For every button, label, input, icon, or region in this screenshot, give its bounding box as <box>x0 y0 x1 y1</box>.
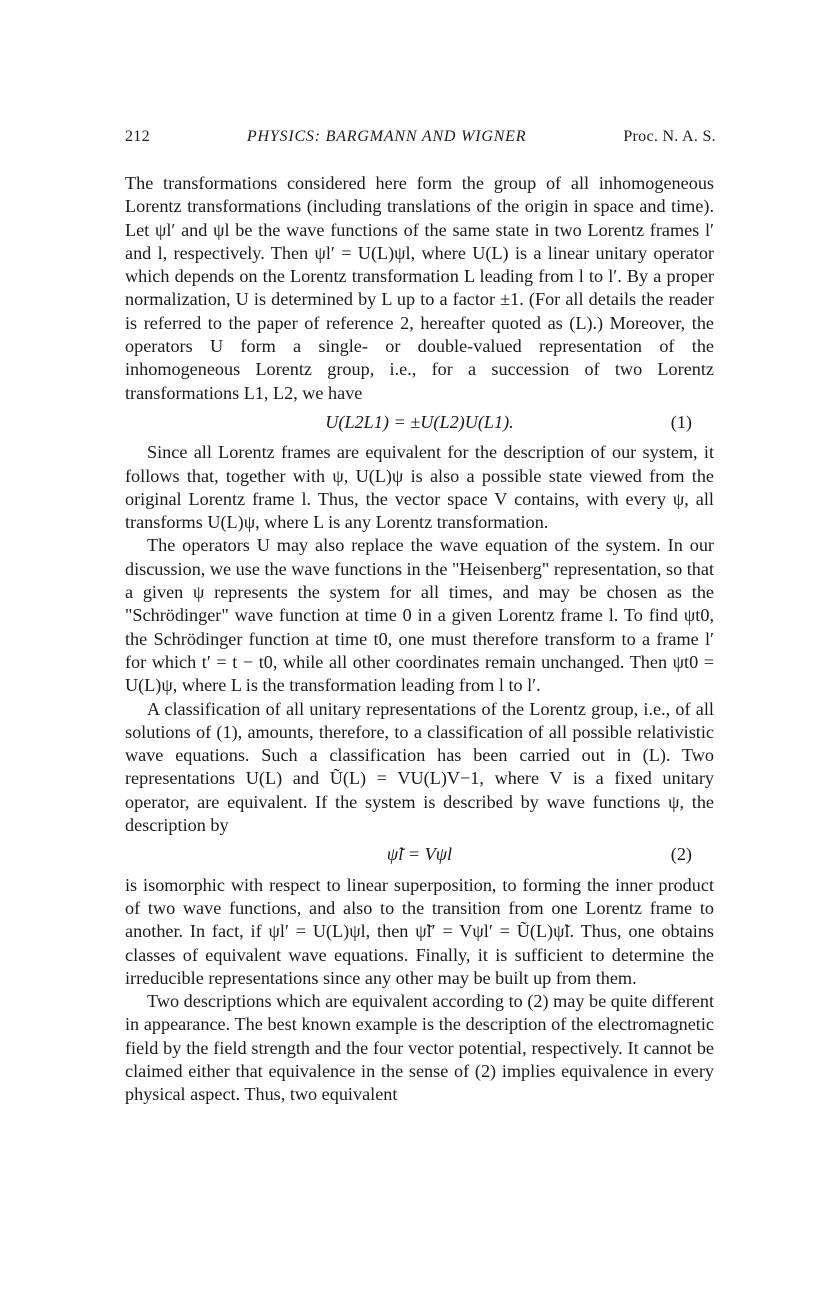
page-number: 212 <box>125 128 150 145</box>
equation-formula: U(L2L1) = ±U(L2)U(L1). <box>325 411 514 432</box>
paragraph: is isomorphic with respect to linear superposition, to forming the inner product of two wave functions, and also to the transition from one Lorentz frame to another. In fact, if ψl′ = U(L)ψl, then ψ̃l′ = Vψl′ = Ũ(L)ψ̃l. Thus, one obtains classes of equivalent wave equations. Finally, it is sufficient to determine the irreducible representations since any other may be built up from them. <box>125 874 714 988</box>
equation-1 <box>125 411 714 434</box>
equation-2 <box>125 843 714 866</box>
paragraph: A classification of all unitary representations of the Lorentz group, i.e., of all solutions of (1), amounts, therefore, to a classification of all possible relativistic wave equations. Such a classification has been carried out in (L). Two representations U(L) and Ũ(L) = VU(L)V−1, where V is a fixed unitary operator, are equivalent. If the system is described by wave functions ψ, the description by <box>125 698 714 836</box>
paragraph: Since all Lorentz frames are equivalent for the description of our system, it follows that, together with ψ, U(L)ψ is also a possible state viewed from the original Lorentz frame l. Thus, the vector space V contains, with every ψ, all transforms U(L)ψ, where L is any Lorentz transformation. <box>125 442 714 533</box>
body-text <box>125 172 714 1107</box>
equation-formula: ψ̃l = Vψl <box>386 844 453 865</box>
journal-abbrev: Proc. N. A. S. <box>623 128 716 145</box>
running-head <box>125 128 716 146</box>
equation-number: (1) <box>670 411 692 432</box>
paragraph: The operators U may also replace the wave equation of the system. In our discussion, we use the wave functions in the "Heisenberg" representation, so that a given ψ represents the system for all times, and may be chosen as the "Schrödinger" wave function at time 0 in a given Lorentz frame l. To find ψt0, the Schrödinger function at time t0, one must therefore transform to a frame l′ for which t′ = t − t0, while all other coordinates remain unchanged. Then ψt0 = U(L)ψ, where L is the transformation leading from l to l′. <box>125 535 714 696</box>
article-title: PHYSICS: BARGMANN AND WIGNER <box>246 128 527 145</box>
equation-number: (2) <box>670 844 692 865</box>
paragraph: The transformations considered here form the group of all inhomogeneous Lorentz transformations (including translations of the origin in space and time). Let ψl′ and ψl be the wave functions of the same state in two Lorentz frames l′ and l, respectively. Then ψl′ = U(L)ψl, where U(L) is a linear unitary operator which depends on the Lorentz transformation L leading from l to l′. By a proper normalization, U is determined by L up to a factor ±1. (For all details the reader is referred to the paper of reference 2, hereafter quoted as (L).) Moreover, the operators U form a single- or double-valued representation of the inhomogeneous Lorentz group, i.e., for a succession of two Lorentz transformations L1, L2, we have <box>125 173 714 403</box>
paragraph: Two descriptions which are equivalent according to (2) may be quite different in appearance. The best known example is the description of the electromagnetic field by the field strength and the four vector potential, respectively. It cannot be claimed either that equivalence in the sense of (2) implies equivalence in every physical aspect. Thus, two equivalent <box>125 991 714 1105</box>
